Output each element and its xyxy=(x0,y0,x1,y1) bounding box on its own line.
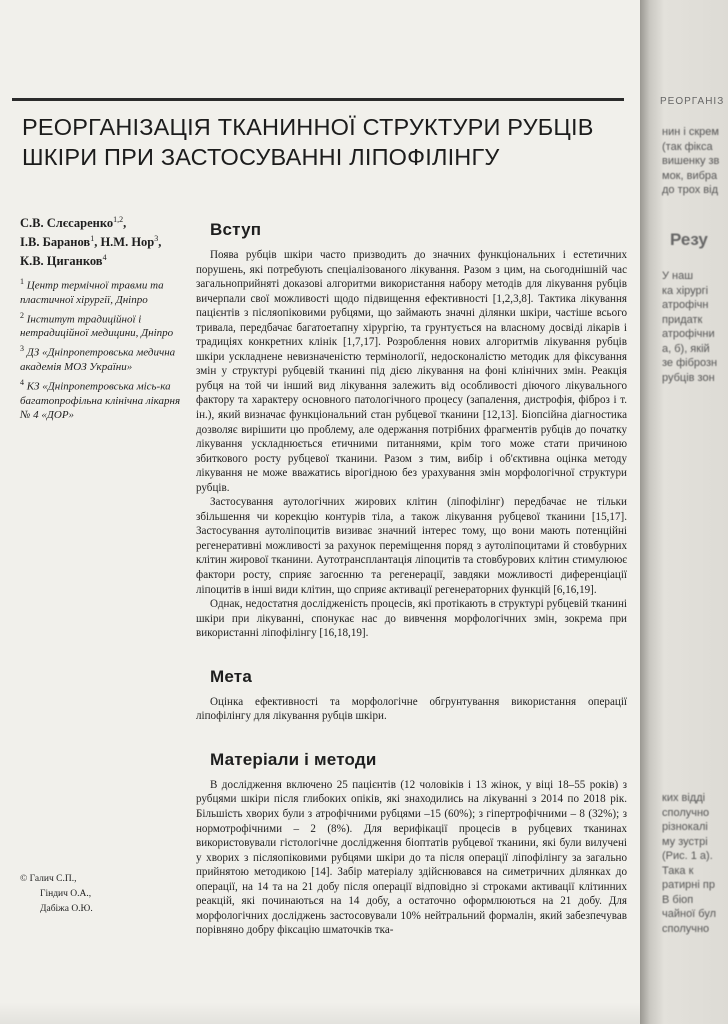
facing-line: му зустрі xyxy=(662,835,708,848)
facing-line: сполучно xyxy=(662,922,710,935)
affiliations xyxy=(20,275,192,424)
section-methods xyxy=(196,750,627,938)
facing-header: РЕОРГАНІЗ xyxy=(660,96,725,107)
copyright-line-2: Гіндич О.А., xyxy=(40,889,92,899)
facing-line: мок, вибра xyxy=(662,169,718,182)
facing-line: до трох від xyxy=(662,184,719,196)
facing-line: (Рис. 1 а). xyxy=(662,850,713,862)
aim-paragraph: Оцінка ефективності та морфологічне обгрунтування використання операції ліпофілінгу для лікування рубців шкіри. xyxy=(196,695,627,723)
facing-line: (так фікса xyxy=(662,140,713,153)
author-line-3: К.В. Циганков$^4$ xyxy=(20,253,107,269)
facing-line: різнокалі xyxy=(662,821,708,833)
copyright-line-3: Дабіжа О.Ю. xyxy=(40,904,93,914)
facing-line: ких відді xyxy=(662,792,706,804)
section-intro xyxy=(196,220,627,641)
affiliation-3: $^3$ ДЗ «Дніпропетровська медична академія МОЗ України» xyxy=(20,344,176,373)
intro-paragraph-2: Застосування аутологічних жирових клітин (ліпофілінг) передбачає не тільки збільшення чи корекцію контурів тіла, а також лікування рубцевої тканини [15,17]. Застосування аутоліпоцитів визиває значний інтерес тому, що вони мають потенційні регенеративні можливості за рахунок переміщення поряд з аутоліпоцитами й стовбурних клітин жирової тканини. Аутотрансплантація ліпоцитів та стовбурових клітин стимулюює фактори росту, сприяє загоєнню та регенерації, завдяки можливості диференціації ліпоцитів в інші види клітин, що сприяє активації регенераторних функцій [6,16,19]. xyxy=(196,496,627,596)
author-line-1: С.В. Слєсаренко$^{1,2}$, xyxy=(20,215,127,231)
copyright-line-1: © Галич С.П., xyxy=(20,874,77,884)
facing-line: сполучно xyxy=(662,806,710,819)
intro-paragraph-1: Поява рубців шкіри часто призводить до значних функціональних і естетичних порушень, які потребують спеціалізованого лікування. Разом з цим, на сьогоднішній час загальноприйняті доказові алгоритми використання набору методів для лікування рубців вичерпали свої можливості щодо підвищення ефективності [1,2,3,8]. Тактика лікування пацієнтів з післяопіковими рубцями, що займають значні ділянки шкіри, частіше всього тривала, передбачає багатоетапну хірургію, та грунтується на власному досвіді лікарів і традиціях конкретних клінік [1,7,17]. Розроблення нових алгоритмів лікування рубців шкіри ускладнене невизначеністю термінології, недосконалістю методик для фіксування змін у структурі рубцевій тканині під дією лікування на фоні клінічних змін. Реакція рубця на той чи інший вид лікування залежить від особливості діючого лікувального фактору та характеру основного патологічного процесу (запалення, дистрофія, фіброз і т. ін.), який визначає функціональний стан рубцевої тканини [12,13]. Біопсійна діагностика дозволяє вирішити цю проблему, але одержання потрібних фрагментів рубців до початку лікування ускладнюється етичними питаннями, крім того може стати причиною збиткового росту рубцевої тканини. Разом з тим, вибір і об'єктивна оцінка методу лікування не може вважатись вірогідною без урахування змін морфологічної структури рубців. xyxy=(196,249,627,494)
facing-page xyxy=(640,0,728,1024)
facing-line: Така к xyxy=(662,864,694,877)
author-line-2: І.В. Баранов$^1$, Н.М. Нор$^3$, xyxy=(20,234,162,250)
title-line-1: РЕОРГАНІЗАЦІЯ ТКАНИННОЇ СТРУКТУРИ РУБЦІВ xyxy=(22,114,594,140)
facing-line: У наш xyxy=(662,270,694,282)
title-line-2: ШКІРИ ПРИ ЗАСТОСУВАННІ ЛІПОФІЛІНГУ xyxy=(22,144,500,170)
heading-intro: Вступ xyxy=(210,220,262,239)
facing-line: зе фіброзн xyxy=(662,357,718,369)
facing-line: вишенку зв xyxy=(662,155,720,167)
affiliation-4: $^4$ КЗ «Дніпропетровська місь-ка багатопрофільна клінічна лікарня № 4 «ДОР» xyxy=(20,377,181,421)
page-bottom-shadow xyxy=(0,1002,642,1024)
affiliation-2: $^2$ Інститут традиційної і нетрадиційної медицини, Дніпро xyxy=(20,310,174,340)
facing-line: ратирні пр xyxy=(662,879,715,891)
heading-aim: Мета xyxy=(210,666,252,686)
authors xyxy=(20,212,185,269)
facing-line: придатк xyxy=(662,313,703,326)
facing-line: чайної бул xyxy=(662,908,717,920)
facing-line: атрофічн xyxy=(662,299,709,311)
heading-methods: Матеріали і методи xyxy=(210,749,377,769)
facing-line: ка хірургі xyxy=(662,284,709,297)
copyright-block xyxy=(20,872,150,917)
facing-line: а, б), якій xyxy=(662,342,710,355)
main-column xyxy=(196,220,627,938)
facing-heading: Резу xyxy=(670,230,708,249)
intro-paragraph-3: Однак, недостатня дослідженість процесів, які протікають в структурі рубцевій тканині шкіри при лікуванні, спонукає нас до вивчення морфологічних змін, зокрема при використанні ліпофілінгу [16,18,19]. xyxy=(196,598,627,640)
facing-line: рубців зон xyxy=(662,371,715,384)
facing-line: атрофічни xyxy=(662,328,715,340)
methods-paragraph: В дослідження включено 25 пацієнтів (12 чоловіків і 13 жінок, у віці 18–55 років) з рубцями шкіри після глибоких опіків, які знаходились на лікуванні з 2014 по 2018 рік. Більшість хворих були з атрофічними рубцями –15 (60%); з гіпертрофічними – 8 (32%); з нормотрофічними – 2 (8%). Для верифікації процесів в рубцевих тканинах використовували гістологічне дослідження біоптатів рубцевої тканини, які були вилучені у хворих з післяопіковими рубцями шкіри до та після операції ліпофілінгу за загально прийнятою методикою [14]. Забір матеріалу здійснювався на симетричних ділянках до операції, на 14 та на 21 добу після операції відповідно зі строками активації клітинних реакцій, які починаються на 14 добу, а остаточно оформлюються на 21 добу. Для морфологічних досліджень застосовували 10% нейтральний формалін, який забезпечував порівняно добру фіксацію шматочків тка- xyxy=(196,778,627,937)
facing-line: нин і скрем xyxy=(662,126,719,138)
affiliation-1: $^1$ Центр термічної травми та пластичної хірургії, Дніпро xyxy=(20,277,164,306)
section-aim xyxy=(196,667,627,724)
facing-line: В біоп xyxy=(662,893,694,906)
header-rule xyxy=(12,98,624,101)
article-title xyxy=(22,112,622,172)
